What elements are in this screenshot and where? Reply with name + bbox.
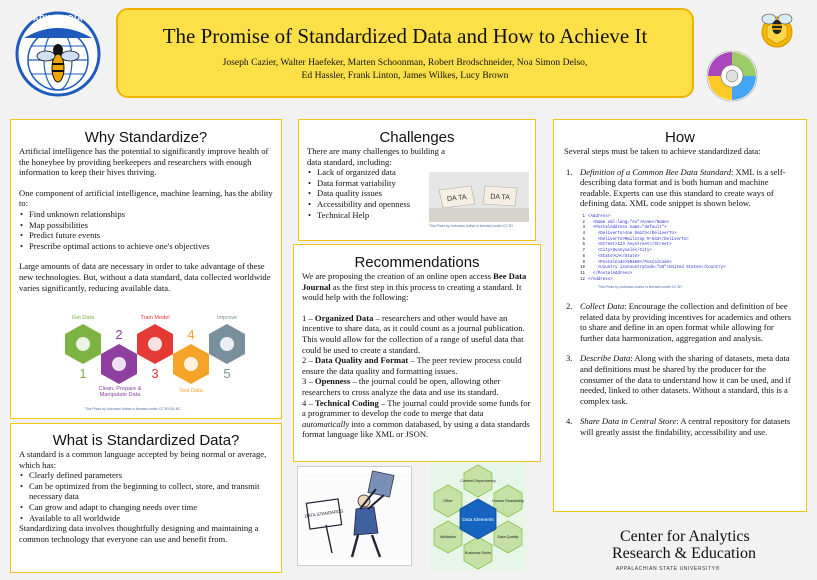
list-item: • Data quality issues (307, 188, 527, 199)
bee-data-journal: Bee Data Journal (302, 271, 527, 292)
data-standards-cartoon (297, 466, 412, 566)
code-line: 5 <DeliverTo>Mailstop M-543</DeliverTo> (582, 237, 689, 242)
step-number-1: 1 (79, 366, 87, 381)
step-number-4: 4 (187, 327, 195, 342)
list-item: • Find unknown relationships (19, 209, 273, 220)
list-item: • Lack of organized data (307, 167, 527, 178)
step-number-5: 5 (223, 366, 231, 381)
list-item: • Predict future events (19, 230, 273, 241)
list-item: • Can grow and adapt to changing needs over time (19, 502, 273, 513)
standardized-paragraph-1: A standard is a common language accepted by being normal or average, which has: (19, 449, 267, 470)
how-step-1: 1. Definition of a Common Bee Data Standard: XML is a self-describing data format and is both human and machine readable. Experts can use this standard to create ways of defining data. XML code snippet is shown below. 1 <Address> 2 <Name xml:lang="en">Acme</Name> 3 <PostalAddress name="default"> 4 <DeliverTo>Joe Smith</DeliverTo> 5 <DeliverTo>Mailstop M-543</DeliverTo> 6 <Street>123 Anystreet</Street> 7 <City>Sunnyvale</City> 8 <State>CA</State> 9 <PostalCode>90489</PostalCode> 10 <Country isoCountryCode="US">United States</Country> 11 </PostalAddress> 12 </Address> This Photo by Unknown Author is licensed under CC BY (564, 167, 796, 292)
list-item: • Accessibility and openness (307, 199, 527, 210)
code-line: 8 <State>CA</State> (582, 254, 640, 259)
carel-line-2: Research & Education (612, 545, 756, 562)
xml-code-snippet (574, 215, 796, 291)
why-standardize-panel (10, 119, 282, 419)
poster-title: The Promise of Standardized Data and How to Achieve It (162, 24, 648, 48)
step-number-2: 2 (115, 327, 123, 342)
standardized-bullet-list (19, 470, 273, 523)
standardized-paragraph-2: Standardizing data involves thoughtfully designing and maintaining a common technology that everyone can use and benefit from. (19, 523, 259, 544)
how-step-list (564, 167, 796, 438)
code-line: 10 <Country isoCountryCode="US">United States</Country> (580, 266, 726, 271)
why-paragraph-2: One component of artificial intelligence, machine learning, has the ability to: (19, 187, 273, 209)
recommendations-panel (293, 244, 541, 462)
apimondia-text: APIMONDIA (32, 14, 84, 23)
recommendation-item-4: 4 – Technical Coding – The journal could provide some funds for a programmer to develop the code to merge that data automatically into a common databased, by using a data standards format language like XML or JSON. (302, 397, 531, 440)
code-line: 12 </Address> (580, 277, 613, 282)
carel-line-1: Center for Analytics (620, 528, 750, 545)
carel-logo (560, 520, 805, 576)
recommendation-item-2: 2 – Data Quality and Format – The peer review process could ensure the data quality and formatting issues. (302, 355, 522, 376)
list-item: • Technical Help (307, 210, 527, 221)
list-item: • Prescribe optimal actions to achieve one's objectives (19, 241, 273, 252)
hex-label-human: Human Readability (491, 499, 525, 503)
standardized-data-title: What is Standardized Data? (52, 432, 240, 449)
how-step-2: 2. Collect Data: Encourage the collection and definition of bee related data by providing incentives for academics and others to share and define in an open format while allowing for further data harmonization, aggregation and analysis. (566, 301, 791, 343)
list-item: • Can be optimized from the beginning to collect, store, and transmit necessary data (19, 481, 273, 502)
recommendation-item-3: 3 – Openness – the journal could be open, allowing other researchers to cross analyze the data and use its standard. (302, 376, 501, 397)
bee-logo (752, 10, 802, 50)
registered-mark: ® (715, 566, 720, 572)
list-item: • Clearly defined parameters (19, 470, 273, 481)
hex-label-other: Other (443, 499, 453, 503)
data-elements-hexagons (430, 463, 526, 571)
recommendations-title: Recommendations (354, 254, 480, 271)
code-line: 2 <Name xml:lang="en">Acme</Name> (582, 220, 670, 225)
code-line: 9 <PostalCode>90489</PostalCode> (582, 260, 672, 265)
list-item: • Available to all worldwide (19, 513, 273, 524)
standardized-data-panel (10, 423, 282, 573)
recommendation-item-1: 1 – Organized Data – researchers and other would have an incentive to share data, as it could count as a journal publication. This would allow for the collection of a range of useful data that could be used to create a standard. (302, 312, 525, 355)
hex-label-rules: Business Rules (464, 551, 492, 555)
step-label-get-data: Get Data (71, 315, 95, 321)
code-line: 3 <PostalAddress name="default"> (582, 226, 667, 231)
apimondia-logo (14, 10, 102, 98)
step-label-clean-prepare: Clean, Prepare & Manipulate Data (98, 386, 142, 399)
code-attribution[interactable]: This Photo by Unknown Author is licensed under CC BY (598, 285, 683, 290)
why-paragraph-3: Large amounts of data are necessary in order to take advantage of these new technologies. But, without a data standard, data collected worldwide varies significantly, reducing available data. (19, 261, 271, 293)
how-intro: Several steps must be taken to achieve standardized data: (564, 146, 761, 156)
code-line: 4 <DeliverTo>Joe Smith</DeliverTo> (582, 232, 677, 237)
how-step-4: 4. Share Data in Central Store: A central repository for datasets will greatly assist the findability, accessibility and use. (566, 416, 791, 438)
data-blocks-photo (429, 172, 529, 222)
recommendations-intro: We are proposing the creation of an online open access Bee Data Journal as the first step in this process to creating a standard. It would help with the following: (302, 271, 527, 303)
challenges-title: Challenges (379, 129, 455, 146)
code-line: 7 <City>Sunnyvale</City> (582, 249, 652, 254)
ml-process-diagram (39, 312, 255, 402)
step-label-improve: Improve (216, 315, 238, 321)
carel-line-3: APPALACHIAN STATE UNIVERSITY® (616, 566, 720, 572)
authors-line-1: Joseph Cazier, Walter Haefeker, Marten Schoonman, Robert Brodschneider, Noa Simon Delso, (222, 57, 588, 68)
block-label-right: DA TA (490, 193, 511, 202)
hex-label-validation: Validation (439, 535, 457, 539)
step-number-3: 3 (151, 366, 159, 381)
how-panel (553, 119, 807, 512)
hex-label-context: Context Dependency (460, 479, 496, 483)
hex-center-label: Data Elements (462, 518, 494, 523)
sign-text: DATA STANDARDS (304, 508, 344, 519)
blocks-attribution[interactable]: This Photo by Unknown Author is licensed under CC BY (429, 224, 514, 228)
list-item: • Data format variability (307, 178, 527, 189)
why-paragraph-1: Artificial intelligence has the potential to significantly improve health of the honeybee by providing beekeepers and researchers with enough information to keep their hives thriving. (19, 146, 269, 178)
code-line: 11 </PostalAddress> (580, 272, 633, 276)
code-line: 1 <Address> (582, 214, 611, 219)
block-label-left: DA TA (446, 194, 467, 204)
code-line: 6 <Street>123 Anystreet</Street> (582, 243, 672, 248)
title-banner (116, 8, 694, 98)
diagram-attribution[interactable]: This Photo by Unknown Author is licensed under CC BY-SA-NC (85, 407, 181, 411)
why-bullet-list (19, 209, 273, 251)
list-item: • Map possibilities (19, 220, 273, 231)
how-title: How (664, 129, 695, 146)
step-label-train-model: Train Model (140, 315, 170, 321)
how-step-3: 3. Describe Data: Along with the sharing of datasets, meta data and definitions must be shared by the producer for the consumer of the data to understand how it can be used, and if needed, linked to other datasets. Without a standard, this is a complex task. (566, 353, 791, 406)
hex-label-quality: Data Quality (497, 535, 519, 539)
challenges-intro: There are many challenges to building a data standard, including: (307, 146, 445, 167)
why-standardize-title: Why Standardize? (84, 129, 208, 146)
hive-wheel-logo (706, 50, 758, 102)
challenges-panel (298, 119, 536, 241)
authors-line-2: Ed Hassler, Frank Linton, James Wilkes, Lucy Brown (301, 70, 509, 81)
step-label-test-data: Test Data (179, 388, 203, 394)
